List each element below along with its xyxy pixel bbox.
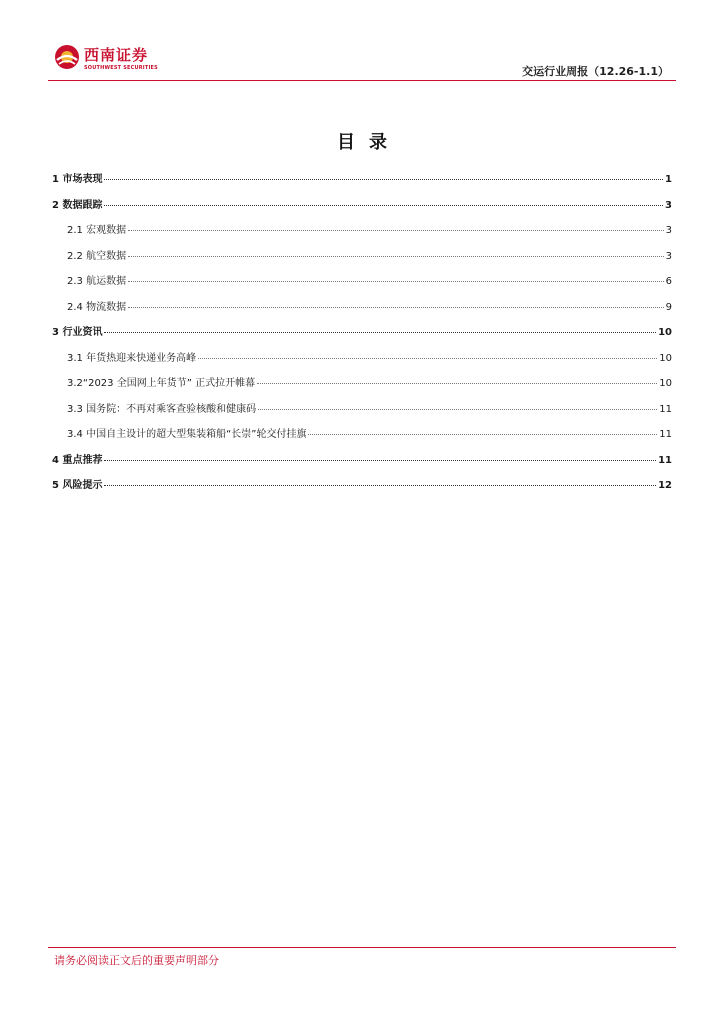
toc-entry-label: 3.1 年货热迎来快递业务高峰: [67, 352, 197, 364]
toc-entry-page: 1: [665, 174, 672, 185]
toc-entry-page: 10: [659, 352, 672, 364]
toc-entry-label: 3.2“2023 全国网上年货节” 正式拉开帷幕: [67, 378, 256, 389]
toc-dot-leader: [104, 460, 656, 461]
toc-entry-page: 3: [665, 199, 672, 211]
toc-entry[interactable]: [52, 272, 672, 292]
toc-entry-page: 11: [659, 429, 672, 440]
toc-dot-leader: [104, 485, 656, 486]
toc-entry-page: 10: [658, 327, 672, 338]
toc-entry-page: 10: [659, 378, 672, 389]
company-logo: [54, 42, 158, 76]
toc-entry-page: 12: [658, 480, 672, 491]
toc-dot-leader: [128, 256, 664, 257]
footer-disclaimer: 请务必阅读正文后的重要声明部分: [54, 954, 219, 967]
toc-dot-leader: [257, 383, 657, 384]
toc-entry[interactable]: [52, 374, 672, 394]
toc-entry-label: 3.3 国务院：不再对乘客查验核酸和健康码: [67, 403, 257, 415]
toc-entry-label: 2.3 航运数据: [67, 276, 127, 287]
toc-entry-page: 9: [665, 301, 672, 313]
toc-entry-label: 2.1 宏观数据: [67, 225, 127, 236]
toc-entry-label: 2.4 物流数据: [67, 301, 127, 313]
header-divider: [48, 80, 676, 81]
toc-heading: 目录: [337, 132, 401, 153]
toc-entry[interactable]: [52, 298, 672, 318]
toc-entry-page: 3: [665, 250, 672, 262]
toc-dot-leader: [128, 281, 664, 282]
toc-dot-leader: [104, 332, 656, 333]
toc-entry[interactable]: [52, 247, 672, 267]
footer-divider: [48, 947, 676, 948]
toc-entry-label: 1 市场表现: [52, 174, 103, 185]
toc-entry-page: 6: [665, 276, 672, 287]
toc-entry-label: 3.4 中国自主设计的超大型集装箱船“长崇”轮交付挂旗: [67, 429, 307, 440]
logo-emblem-icon: [54, 42, 80, 72]
toc-dot-leader: [128, 307, 664, 308]
toc-entry-label: 3 行业资讯: [52, 327, 103, 338]
toc-entry-page: 3: [665, 225, 672, 236]
page-header: [0, 0, 724, 82]
toc-entry-label: 5 风险提示: [52, 480, 103, 491]
toc-dot-leader: [104, 179, 663, 180]
report-title: 交运行业周报（12.26-1.1）: [522, 65, 669, 78]
toc-entry[interactable]: [52, 323, 672, 343]
toc-dot-leader: [104, 205, 663, 206]
logo-english-name: SOUTHWEST SECURITIES: [84, 65, 158, 71]
toc-dot-leader: [128, 230, 664, 231]
logo-chinese-name: 西南证券: [84, 46, 149, 64]
toc-dot-leader: [198, 358, 657, 359]
toc-entry[interactable]: [52, 425, 672, 445]
toc-entry[interactable]: [52, 349, 672, 369]
toc-entry[interactable]: [52, 170, 672, 190]
toc-entry[interactable]: [52, 476, 672, 496]
toc-entry[interactable]: [52, 221, 672, 241]
toc-dot-leader: [308, 434, 657, 435]
toc-entry-label: 2.2 航空数据: [67, 250, 127, 262]
toc-entry-page: 11: [658, 454, 672, 466]
toc-dot-leader: [258, 409, 657, 410]
toc-entry[interactable]: [52, 451, 672, 471]
toc-entry[interactable]: [52, 196, 672, 216]
toc-entry-page: 11: [659, 403, 672, 415]
toc-entry-label: 4 重点推荐: [52, 454, 103, 466]
toc-entry[interactable]: [52, 400, 672, 420]
toc-entry-label: 2 数据跟踪: [52, 199, 103, 211]
